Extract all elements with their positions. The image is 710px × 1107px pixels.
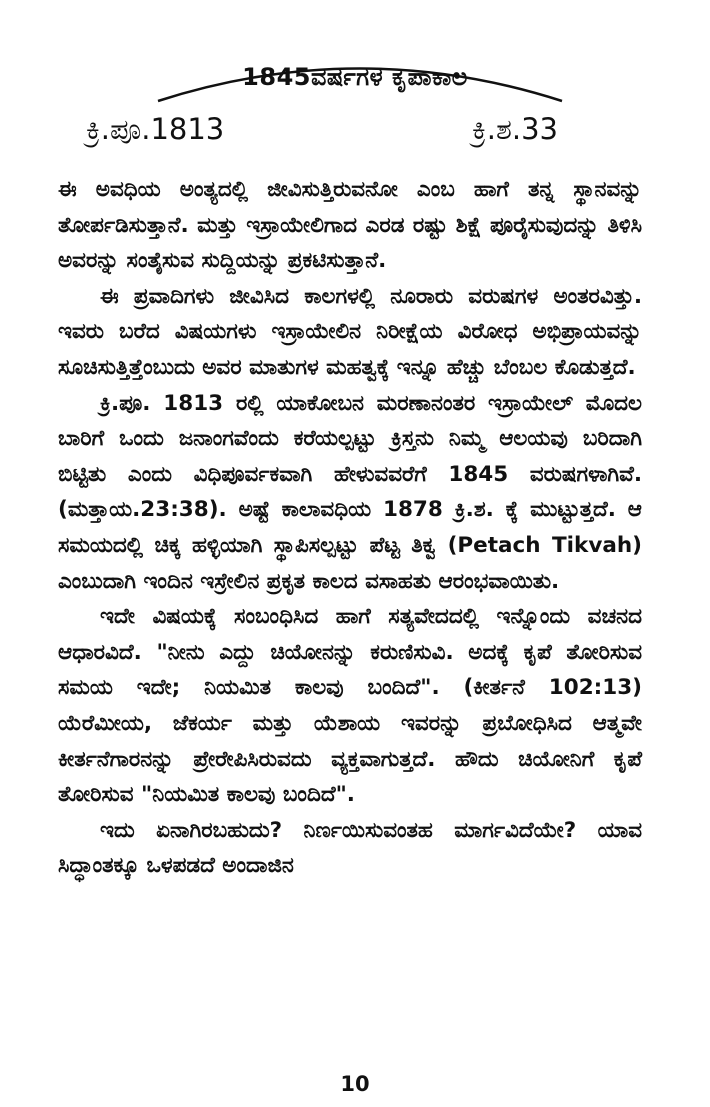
paragraph-4: ಇದೇ ವಿಷಯಕ್ಕೆ ಸಂಬಂಧಿಸಿದ ಹಾಗೆ ಸತ್ಯವೇದದಲ್ಲಿ ಇನ್ನೊಂದು ವಚನದ ಆಧಾರವಿದೆ. "ನೀನು ಎದ್ದು ಚಿಯೋನನ್ನು ಕರುಣಿಸುವಿ. ಅದಕ್ಕೆ ಕೃಪೆ ತೋರಿಸುವ ಸಮಯ ಇದೇ; ನಿಯಮಿತ ಕಾಲವು ಬಂದಿದೆ". (ಕೀರ್ತನೆ 102:13) ಯೆರೆಮೀಯ, ಜೆಕರ್ಯ ಮತ್ತು ಯೆಶಾಯ ಇವರನ್ನು ಪ್ರಬೋಧಿಸಿದ ಆತ್ಮವೇ ಕೀರ್ತನೆಗಾರನನ್ನು ಪ್ರೇರೇಪಿಸಿರುವದು ವ್ಯಕ್ತವಾಗುತ್ತದೆ. ಹೌದು ಚಿಯೋನಿಗೆ ಕೃಪೆ ತೋರಿಸುವ "ನಿಯಮಿತ ಕಾಲವು ಬಂದಿದೆ".	[58, 604, 642, 808]
chapter-title: 1845ವರ್ಷಗಳ ಕೃಪಾಕಾಲ	[242, 63, 468, 91]
paragraph-3: ಕ್ರಿ.ಪೂ. 1813 ರಲ್ಲಿ ಯಾಕೋಬನ ಮರಣಾನಂತರ ಇಸ್ರಾಯೇಲ್ ಮೊದಲ ಬಾರಿಗೆ ಒಂದು ಜನಾಂಗವೆಂದು ಕರೆಯಲ್ಪಟ್ಟು ಕ್ರಿಸ್ತನು ನಿಮ್ಮ ಆಲಯವು ಬರಿದಾಗಿ ಬಿಟ್ಟಿತು ಎಂದು ವಿಧಿಪೂರ್ವಕವಾಗಿ ಹೇಳುವವರೆಗೆ 1845 ವರುಷಗಳಾಗಿವೆ. (ಮತ್ತಾಯ.23:38). ಅಷ್ಟೆ ಕಾಲಾವಧಿಯ 1878 ಕ್ರಿ.ಶ. ಕ್ಕೆ ಮುಟ್ಟುತ್ತದೆ. ಆ ಸಮಯದಲ್ಲಿ ಚಿಕ್ಕ ಹಳ್ಳಿಯಾಗಿ ಸ್ಥಾಪಿಸಲ್ಪಟ್ಟು ಪೆಟ್ಟ ತಿಕ್ವ (Petach Tikvah) ಎಂಬುದಾಗಿ ಇಂದಿನ ಇಸ್ರೇಲಿನ ಪ್ರಕೃತ ಕಾಲದ ವಸಾಹತು ಆರಂಭವಾಯಿತು.	[58, 390, 642, 594]
page-number: 10	[340, 1072, 370, 1096]
paragraph-2: ಈ ಪ್ರವಾದಿಗಳು ಜೀವಿಸಿದ ಕಾಲಗಳಲ್ಲಿ ನೂರಾರು ವರುಷಗಳ ಅಂತರವಿತ್ತು. ಇವರು ಬರೆದ ವಿಷಯಗಳು ಇಸ್ರಾಯೇಲಿನ ನಿರೀಕ್ಷೆಯ ವಿರೋಧ ಅಭಿಪ್ರಾಯವನ್ನು ಸೂಚಿಸುತ್ತಿತ್ತೆಂಬುದು ಅವರ ಮಾತುಗಳ ಮಹತ್ವಕ್ಕೆ ಇನ್ನೂ ಹೆಚ್ಚು ಬೆಂಬಲ ಕೊಡುತ್ತದೆ.	[58, 283, 642, 380]
paragraph-1: ಈ ಅವಧಿಯ ಅಂತ್ಯದಲ್ಲಿ ಜೀವಿಸುತ್ತಿರುವನೋ ಎಂಬ ಹಾಗೆ ತನ್ನ ಸ್ಥಾನವನ್ನು ತೋರ್ಪಡಿಸುತ್ತಾನೆ. ಮತ್ತು ಇಸ್ರಾಯೇಲಿಗಾದ ಎರಡ ರಷ್ಟು ಶಿಕ್ಷೆ ಪೂರೈಸುವುದನ್ನು ತಿಳಿಸಿ ಅವರನ್ನು ಸಂತೈಸುವ ಸುದ್ದಿಯನ್ನು ಪ್ರಕಟಿಸುತ್ತಾನೆ.	[58, 177, 642, 274]
body-text	[58, 172, 642, 884]
date-right-ce: ಕ್ರಿ.ಶ.33	[471, 112, 558, 146]
paragraph-5: ಇದು ಏನಾಗಿರಬಹುದು? ನಿರ್ಣಯಿಸುವಂತಹ ಮಾರ್ಗವಿದೆಯೇ? ಯಾವ ಸಿದ್ಧಾಂತಕ್ಕೂ ಒಳಪಡದೆ ಅಂದಾಜಿನ	[58, 817, 642, 879]
date-left-bce: ಕ್ರಿ.ಪೂ.1813	[86, 112, 225, 146]
